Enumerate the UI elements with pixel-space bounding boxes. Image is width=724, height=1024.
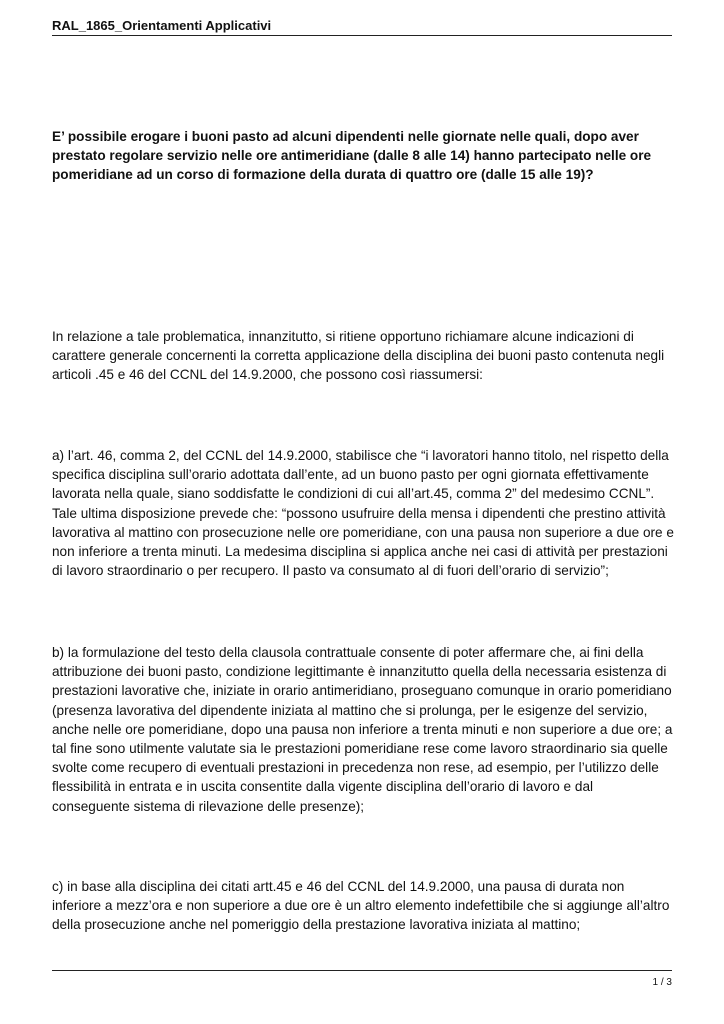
footer-divider <box>52 970 672 971</box>
intro-paragraph: In relazione a tale problematica, innanzitutto, si ritiene opportuno richiamare alcune indicazioni di carattere generale concernenti la corretta applicazione della disciplina dei buoni pasto contenuta negli articoli .45 e 46 del CCNL del 14.9.2000, che possono così riassumersi: <box>52 329 665 383</box>
document-header-title: RAL_1865_Orientamenti Applicativi <box>52 18 272 33</box>
paragraph-b: b) la formulazione del testo della clausola contrattuale consente di poter affermare che, ai fini della attribuzione dei buoni pasto, condizione legittimante è innanzitutto quella della necessaria esistenza di prestazioni lavorative che, iniziate in orario antimeridiano, proseguano comunque in orario pomeridiano (presenza lavorativa del dipendente iniziata al mattino che si prolunga, per le esigenze del servizio, anche nelle ore pomeridiane, dopo una pausa non inferiore a trenta minuti e non superiore a due ore; a tal fine sono utilmente valutate sia le prestazioni pomeridiane rese come lavoro straordinario sia quelle svolte come recupero di eventuali prestazioni in precedenza non rese, ad esempio, per l’utilizzo delle flessibilità in entrata e in uscita consentite dalla vigente disciplina dell’orario di lavoro e dal conseguente sistema di rilevazione delle presenze); <box>52 645 673 814</box>
question-paragraph: E’ possibile erogare i buoni pasto ad alcuni dipendenti nelle giornate nelle quali, dopo aver prestato regolare servizio nelle ore antimeridiane (dalle 8 alle 14) hanno partecipato nelle ore pomeridiane ad un corso di formazione della durata di quattro ore (dalle 15 alle 19)? <box>52 129 652 182</box>
page-number: 1 / 3 <box>652 977 672 988</box>
paragraph-c: c) in base alla disciplina dei citati artt.45 e 46 del CCNL del 14.9.2000, una pausa di durata non inferiore a mezz’ora e non superiore a due ore è un altro elemento indefettibile che si aggiunge all’altro della prosecuzione anche nel pomeriggio della prestazione lavorativa iniziata al mattino; <box>52 879 670 933</box>
paragraph-a: a) l’art. 46, comma 2, del CCNL del 14.9.2000, stabilisce che “i lavoratori hanno titolo, nel rispetto della specifica disciplina sull’orario adottata dall’ente, ad un buono pasto per ogni giornata effettivamente lavorata nella quale, siano soddisfatte le condizioni di cui all’art.45, comma 2” del medesimo CCNL”. Tale ultima disposizione prevede che: “possono usufruire della mensa i dipendenti che prestino attività lavorativa al mattino con prosecuzione nelle ore pomeridiane, con una pausa non superiore a due ore e non inferiore a trenta minuti. La medesima disciplina si applica anche nei casi di attività per prestazioni di lavoro straordinario o per recupero. Il pasto va consumato al di fuori dell’orario di servizio”; <box>52 448 674 579</box>
header-divider <box>52 35 672 36</box>
